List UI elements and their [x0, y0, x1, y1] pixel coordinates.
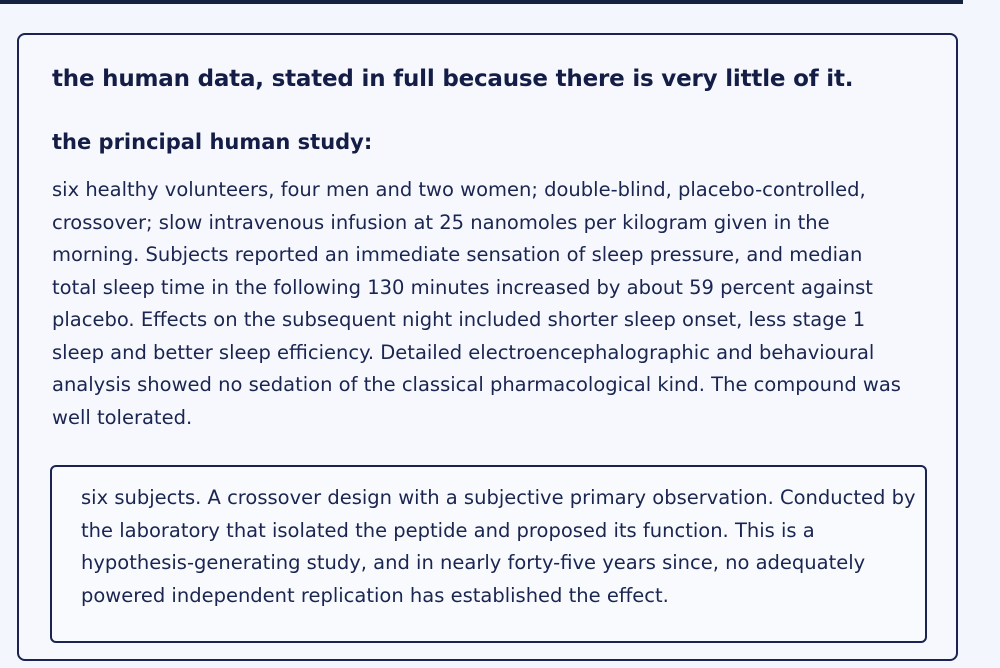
study-description: six healthy volunteers, four men and two women; double-blind, placebo-controlled, crossover; slow intravenous infusion at 25 nanomoles per kilogram given in the morning. Subjects reported an immediate sensation of sleep pressure, and median total sleep time in the following 130 minutes increased by about 59 percent against placebo. Effects on the subsequent night included shorter sleep onset, less stage 1 sleep and better sleep efficiency. Detailed electroencephalographic and behavioural analysis showed no sedation of the classical pharmacological kind. The compound was well tolerated. [52, 178, 901, 429]
section-heading: the human data, stated in full because there is very little of it. [52, 66, 854, 92]
content-card [17, 33, 958, 661]
caveat-text: six subjects. A crossover design with a subjective primary observation. Conducted by the laboratory that isolated the peptide and proposed its function. This is a hypothesis-generating study, and in nearly forty-five years since, no adequately powered independent replication has established the effect. [81, 486, 916, 607]
caveat-callout [50, 465, 927, 643]
top-divider [0, 0, 963, 4]
study-subheading: the principal human study: [52, 130, 373, 154]
